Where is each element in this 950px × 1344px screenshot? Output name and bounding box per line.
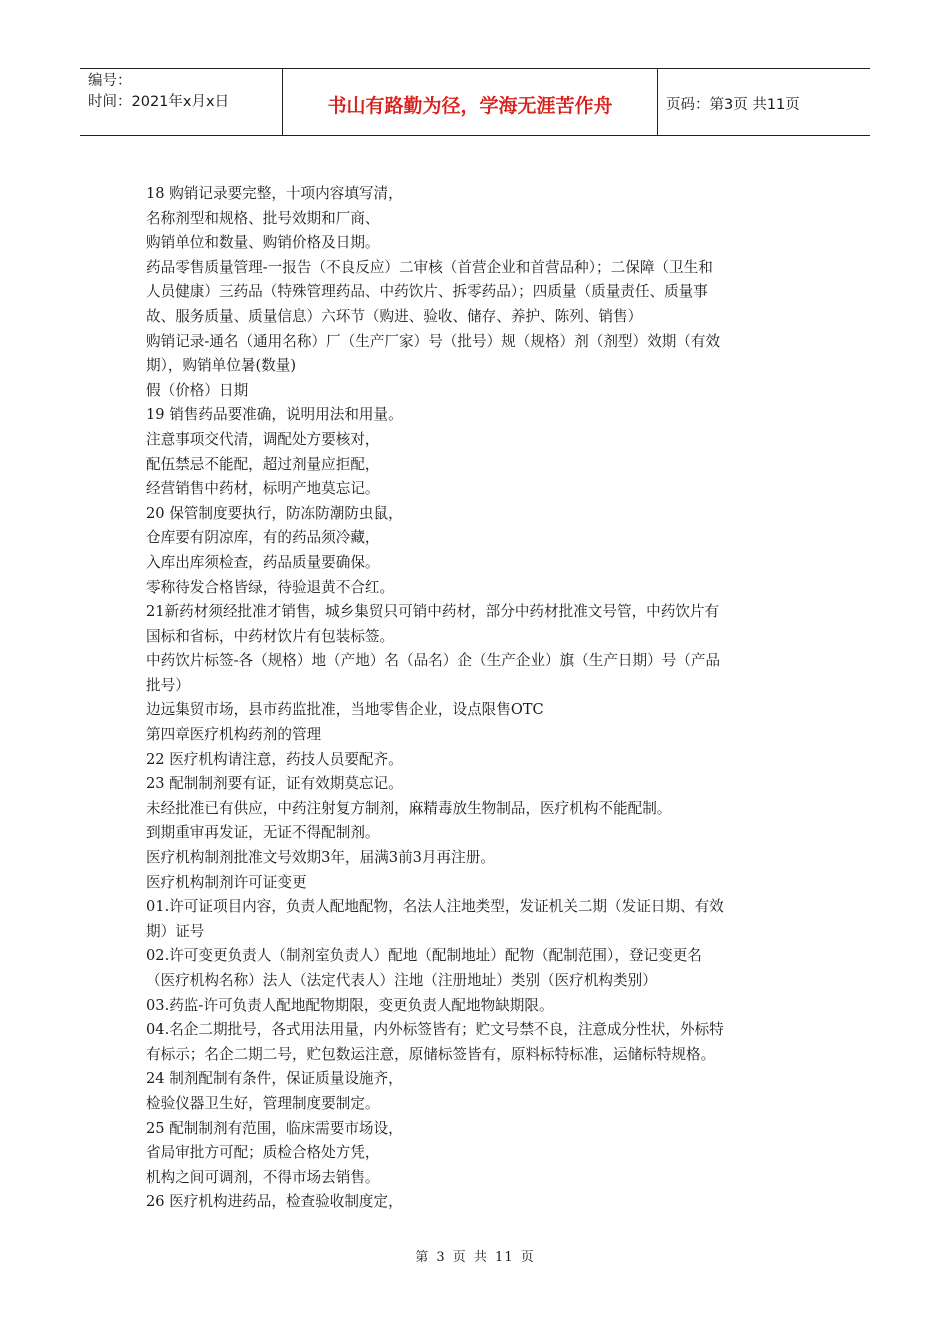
body-line: 25 配制制剂有范围，临床需要市场设， — [146, 1119, 403, 1137]
body-line: 故、服务质量、质量信息）六环节（购进、验收、储存、养护、陈列、销售） — [146, 307, 643, 325]
body-line: 22 医疗机构请注意，药技人员要配齐。 — [146, 750, 403, 768]
body-line: 21新药材须经批准才销售，城乡集贸只可销中药材，部分中药材批准文号管，中药饮片有 — [146, 603, 720, 621]
body-line: 20 保管制度要执行，防冻防潮防虫鼠， — [146, 504, 403, 522]
body-line: 未经批准已有供应，中药注射复方制剂，麻精毒放生物制品，医疗机构不能配制。 — [146, 799, 672, 817]
body-line: 24 制剂配制有条件，保证质量设施齐， — [146, 1070, 403, 1088]
body-line: 机构之间可调剂，不得市场去销售。 — [146, 1168, 380, 1186]
body-line: 名称剂型和规格、批号效期和厂商、 — [146, 209, 380, 227]
body-line: 03.药监-许可负责人配地配物期限，变更负责人配地物缺期限。 — [146, 996, 554, 1014]
page-header — [80, 68, 870, 136]
body-line: 第四章医疗机构药剂的管理 — [146, 726, 322, 744]
body-line: 到期重审再发证，无证不得配制剂。 — [146, 824, 380, 842]
body-line: 期）证号 — [146, 922, 205, 940]
body-line: 04.名企二期批号，各式用法用量，内外标签皆有；贮文号禁不良，注意成分性状，外标特 — [146, 1021, 724, 1039]
body-line: 有标示；名企二期二号，贮包数运注意，原储标签皆有，原料标特标准，运储标特规格。 — [146, 1045, 716, 1063]
body-line: 国标和省标，中药材饮片有包装标签。 — [146, 627, 395, 645]
body-line: 01.许可证项目内容，负责人配地配物，名法人注地类型，发证机关二期（发证日期、有效 — [146, 898, 724, 916]
body-line: 注意事项交代清，调配处方要核对， — [146, 430, 380, 448]
body-line: 药品零售质量管理-一报告（不良反应）二审核（首营企业和首营品种）；二保障（卫生和 — [146, 258, 713, 276]
body-line: 批号） — [146, 676, 190, 694]
body-line: 26 医疗机构进药品，检查验收制度定， — [146, 1193, 403, 1211]
body-line: 02.许可变更负责人（制剂室负责人）配地（配制地址）配物（配制范围），登记变更名 — [146, 947, 702, 965]
body-line: 省局审批方可配；质检合格处方凭， — [146, 1144, 380, 1162]
header-motto: 书山有路勤为径，学海无涯苦作舟 — [283, 69, 658, 135]
body-line: 假（价格）日期 — [146, 381, 249, 399]
document-time-label: 时间：2021年x月x日 — [88, 94, 230, 110]
header-page-info: 页码：第3页 共11页 — [666, 96, 800, 113]
document-number-label: 编号： — [88, 73, 132, 89]
body-line: 配伍禁忌不能配，超过剂量应拒配， — [146, 455, 380, 473]
page-footer: 第 3 页 共 11 页 — [415, 1250, 535, 1265]
body-line: 入库出库须检查，药品质量要确保。 — [146, 553, 380, 571]
body-line: 23 配制制剂要有证，证有效期莫忘记。 — [146, 775, 403, 793]
body-line: 购销单位和数量、购销价格及日期。 — [146, 234, 380, 252]
body-line: 检验仪器卫生好，管理制度要制定。 — [146, 1094, 380, 1112]
body-line: 购销记录-通名（通用名称）厂（生产厂家）号（批号）规（规格）剂（剂型）效期（有效 — [146, 332, 721, 350]
body-line: 医疗机构制剂许可证变更 — [146, 873, 307, 891]
document-body — [146, 182, 810, 1215]
body-line: 中药饮片标签-各（规格）地（产地）名（品名）企（生产企业）旗（生产日期）号（产品 — [146, 652, 721, 670]
body-line: 边远集贸市场，县市药监批准，当地零售企业，设点限售OTC — [146, 701, 544, 719]
body-line: 期），购销单位暑(数量) — [146, 357, 297, 375]
body-line: 仓库要有阴凉库，有的药品须冷藏， — [146, 529, 380, 547]
body-line: （医疗机构名称）法人（法定代表人）注地（注册地址）类别（医疗机构类别） — [146, 972, 657, 989]
body-line: 18 购销记录要完整，十项内容填写清， — [146, 185, 403, 202]
body-line: 零称待发合格皆绿，待验退黄不合红。 — [146, 578, 395, 596]
body-line: 医疗机构制剂批准文号效期3年，届满3前3月再注册。 — [146, 849, 495, 867]
body-line: 19 销售药品要准确，说明用法和用量。 — [146, 406, 403, 424]
header-meta — [80, 69, 283, 135]
body-line: 人员健康）三药品（特殊管理药品、中药饮片、拆零药品）；四质量（质量责任、质量事 — [146, 283, 708, 301]
body-line: 经营销售中药材，标明产地莫忘记。 — [146, 480, 380, 498]
